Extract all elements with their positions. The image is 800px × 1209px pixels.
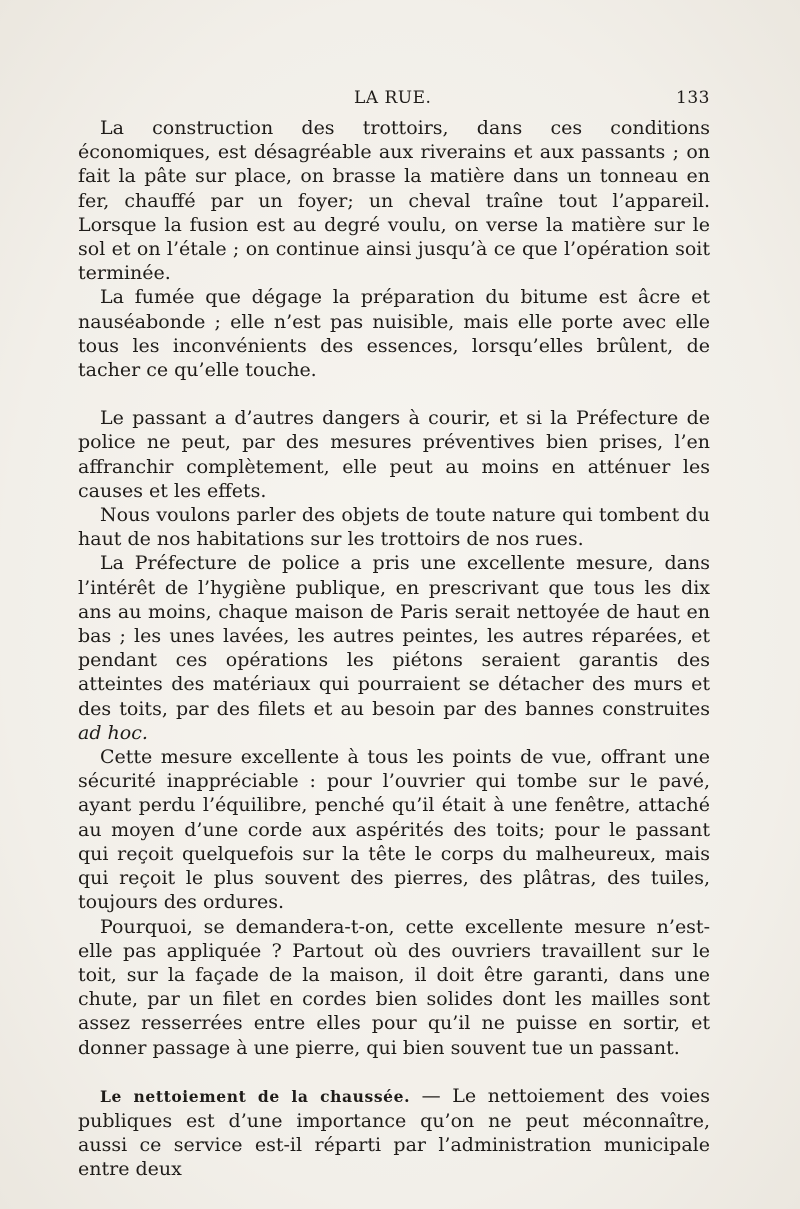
page-number: 133 [676, 88, 710, 108]
paragraph-why-not-applied: Pourquoi, se demandera-t-on, cette excellente mesure n’est-elle pas appliquée ? Partout où des ouvriers travaillent sur le toit, sur la façade de la maison, il doit être garanti, dans une chute, par un filet en cordes bien solides dont les mailles sont assez resserrées entre elles pour qu’il ne puisse en sortir, et donner passage à une pierre, qui bien souvent tue un passant. [78, 915, 710, 1059]
paragraph-street-cleaning [78, 1084, 710, 1182]
prefecture-italic: ad hoc. [78, 721, 148, 744]
prefecture-text: La Préfecture de police a pris une excellente mesure, dans l’intérêt de l’hygiène publique, en prescrivant que tous les dix ans au moins, chaque maison de Paris serait nettoyée de haut en bas ; les unes lavées, les autres peintes, les autres réparées, et pendant ces opérations les piétons seraient garantis des atteintes des matériaux qui pourraient se détacher des murs et des toits, par des filets et au besoin par des bannes construites [78, 552, 710, 720]
paragraph-other-dangers: Le passant a d’autres dangers à courir, et si la Préfecture de police ne peut, par des mesures préventives bien prises, l’en affranchir complètement, elle peut au moins en atténuer les causes et les effets. [78, 407, 710, 502]
page-header [78, 88, 710, 112]
paragraph-falling-objects: Nous voulons parler des objets de toute nature qui tombent du haut de nos habitations sur les trottoirs de nos rues. [78, 504, 710, 551]
body-text [78, 116, 710, 1182]
paragraph-sidewalk-construction: La construction des trottoirs, dans ces conditions économiques, est désagréable aux riverains et aux passants ; on fait la pâte sur place, on brasse la matière dans un tonneau en fer, chauffé par un foyer; un cheval traîne tout l’appareil. Lorsque la fusion est au degré voulu, on verse la matière sur le sol et on l’étale ; on continue ainsi jusqu’à ce que l’opération soit terminée. [78, 117, 710, 285]
running-title: LA RUE. [354, 88, 432, 108]
section-heading: Le nettoiement de la chaussée. [100, 1086, 411, 1106]
paragraph-measure-excellent: Cette mesure excellente à tous les points de vue, offrant une sécurité inappréciable : pour l’ouvrier qui tombe sur le pavé, ayant perdu l’équilibre, penché qu’il était à une fenêtre, attaché au moyen d’une corde aux aspérités des toits; pour le passant qui reçoit quelquefois sur la tête le corps du malheureux, mais qui reçoit le plus souvent des pierres, des plâtras, des tuiles, toujours des ordures. [78, 746, 710, 914]
paragraph-bitumen-smoke: La fumée que dégage la préparation du bitume est âcre et nauséabonde ; elle n’est pas nuisible, mais elle porte avec elle tous les inconvénients des essences, lorsqu’elles brûlent, de tacher ce qu’elle touche. [78, 286, 710, 382]
paragraph-prefecture-measure [78, 551, 710, 745]
section-text: — Le nettoiement des voies publiques est d’une importance qu’on ne peut méconnaître, aussi ce service est-il réparti par l’administration municipale entre deux [78, 1084, 710, 1181]
